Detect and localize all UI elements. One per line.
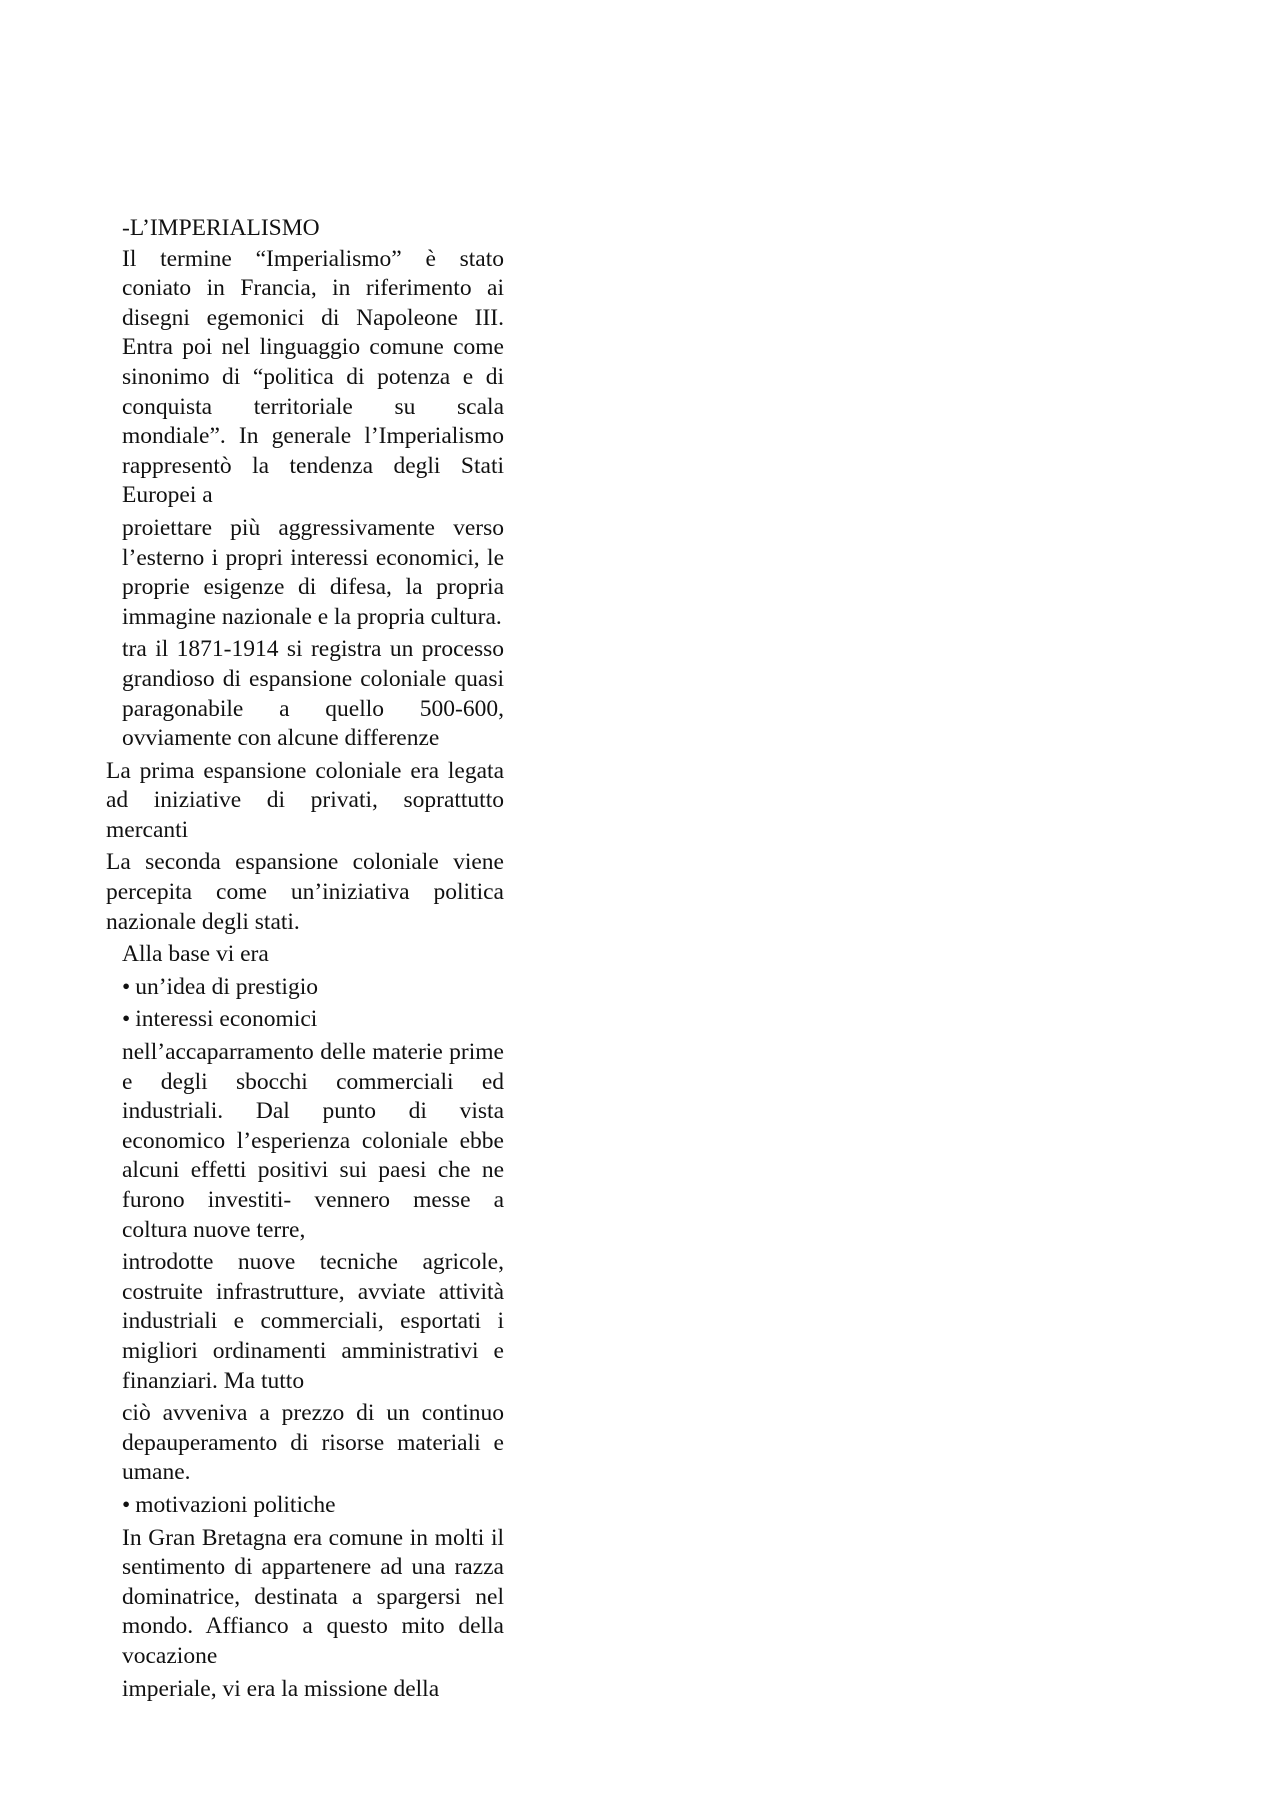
paragraph: nell’accaparramento delle materie prime e degli sbocchi commerciali ed industriali. Dal punto di vista economico l’esperienza coloniale ebbe alcuni effetti positivi sui paesi che ne furono investiti- vennero messe a coltura nuove terre, xyxy=(122,1039,504,1243)
bullet-icon: • xyxy=(122,973,131,1000)
paragraph: introdotte nuove tecniche agricole, costruite infrastrutture, avviate attività industriali e commerciali, esportati i migliori ordinamenti amministrativi e finanziari. Ma tutto xyxy=(122,1249,504,1394)
paragraph: La seconda espansione coloniale viene percepita come un’iniziativa politica nazionale degli stati. xyxy=(106,849,504,935)
paragraph: In Gran Bretagna era comune in molti il sentimento di appartenere ad una razza dominatrice, destinata a spargersi nel mondo. Affianco a questo mito della vocazione xyxy=(122,1524,504,1669)
bullet-text: un’idea di prestigio xyxy=(135,973,318,1000)
document-title: -L’IMPERIALISMO xyxy=(122,215,320,241)
paragraph: ciò avveniva a prezzo di un continuo depauperamento di risorse materiali e umane. xyxy=(122,1400,504,1486)
text-column xyxy=(106,214,504,1707)
paragraph: Il termine “Imperialismo” è stato coniato in Francia, in riferimento ai disegni egemonici di Napoleone III. Entra poi nel linguaggio comune come sinonimo di “politica di potenza e di conquista territoriale su scala mondiale”. In generale l’Imperialismo rappresentò la tendenza degli Stati Europei a xyxy=(122,245,504,509)
bullet-item xyxy=(106,973,504,1003)
paragraph: tra il 1871-1914 si registra un processo grandioso di espansione coloniale quasi paragonabile a quello 500-600, ovviamente con alcune differenze xyxy=(122,636,504,752)
bullet-text: motivazioni politiche xyxy=(135,1491,336,1518)
paragraph: proiettare più aggressivamente verso l’esterno i propri interessi economici, le proprie esigenze di difesa, la propria immagine nazionale e la propria cultura. xyxy=(122,514,504,630)
bullet-icon: • xyxy=(122,1491,131,1518)
bullet-icon: • xyxy=(122,1006,131,1033)
paragraph: La prima espansione coloniale era legata ad iniziative di privati, soprattutto mercanti xyxy=(106,757,504,843)
bullet-text: interessi economici xyxy=(135,1006,318,1033)
bullet-item xyxy=(106,1491,504,1521)
paragraph: imperiale, vi era la missione della xyxy=(122,1675,440,1702)
bullet-item xyxy=(106,1005,504,1035)
paragraph: Alla base vi era xyxy=(122,941,269,968)
